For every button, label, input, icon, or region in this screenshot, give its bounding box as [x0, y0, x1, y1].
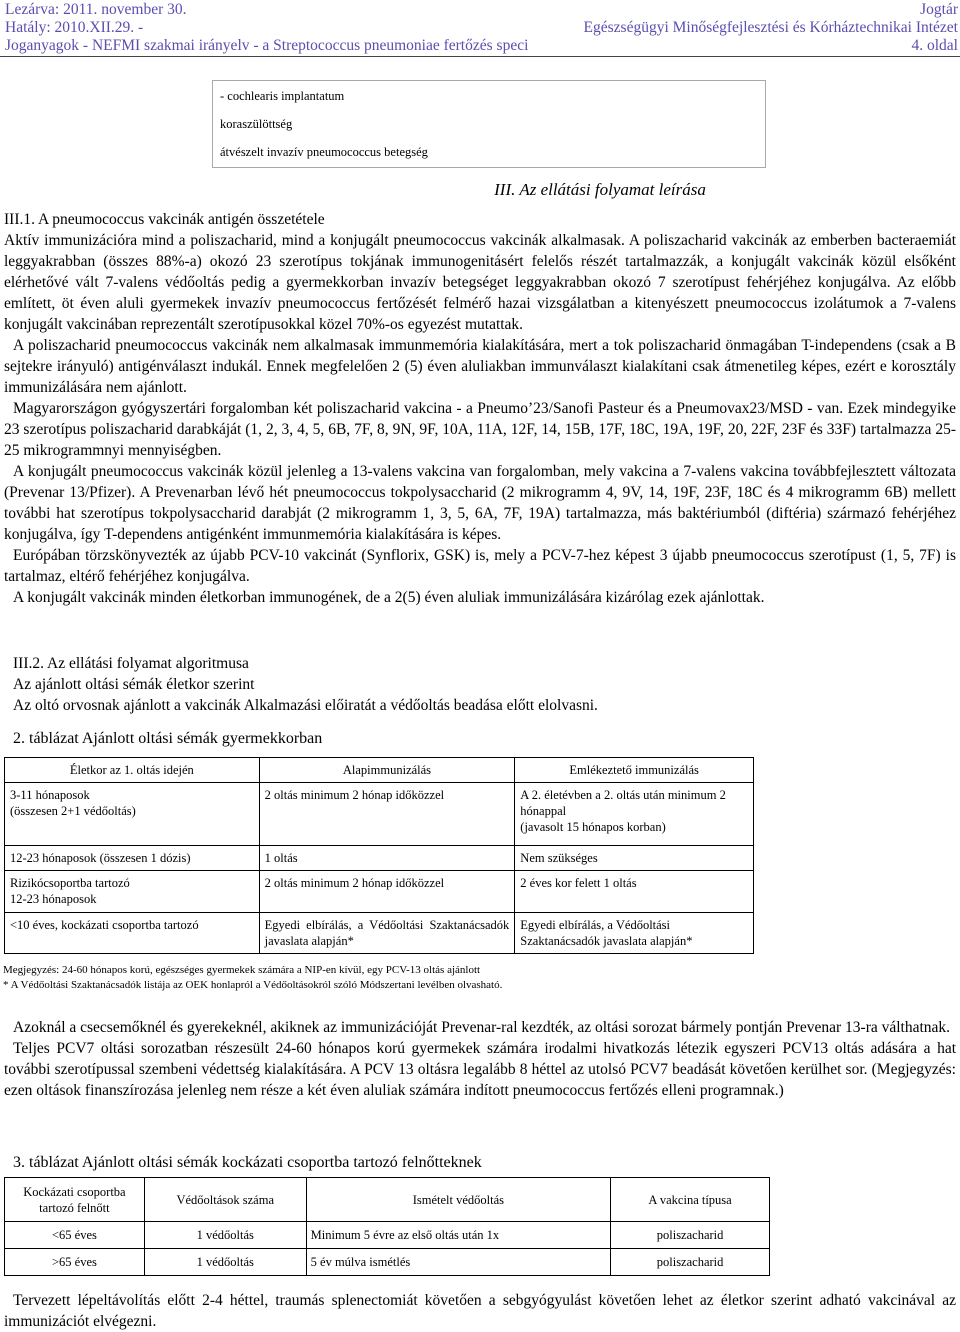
table-cell: 2 oltás minimum 2 hónap időközzel	[259, 783, 515, 846]
column-header: Emlékeztető immunizálás	[515, 758, 754, 783]
section-heading: III. Az ellátási folyamat leírása	[494, 180, 706, 199]
table2-notes	[3, 963, 502, 993]
page-header	[0, 0, 960, 54]
header-divider	[0, 56, 960, 57]
column-header: Alapimmunizálás	[259, 758, 515, 783]
table-cell: poliszacharid	[611, 1249, 770, 1276]
table-cell: 2 éves kor felett 1 oltás	[515, 871, 754, 913]
subsection-subtitle: Az ajánlott oltási sémák életkor szerint	[13, 676, 255, 693]
table-row	[5, 1222, 770, 1249]
table-header-row	[5, 758, 754, 783]
header-institute: Egészségügyi Minőségfejlesztési és Kórháztechnikai Intézet	[583, 19, 958, 36]
table3-caption: 3. táblázat Ajánlott oltási sémák kockázati csoportba tartozó felnőtteknek	[13, 1154, 482, 1171]
middle-paragraphs	[4, 1017, 956, 1101]
table-cell: <65 éves	[5, 1222, 145, 1249]
risk-list-box	[212, 80, 766, 168]
table-row	[5, 846, 754, 871]
table-row	[5, 871, 754, 913]
header-document-title: Joganyagok - NEFMI szakmai irányelv - a Streptococcus pneumoniae fertőzés speci	[5, 37, 529, 54]
table-cell: 1 védőoltás	[144, 1249, 306, 1276]
table-cell: Rizikócsoportba tartozó 12-23 hónaposok	[5, 871, 260, 913]
table-cell: Egyedi elbírálás, a Védőoltási Szaktanácsadók javaslata alapján*	[515, 913, 754, 954]
table-cell: poliszacharid	[611, 1222, 770, 1249]
header-page-number: 4. oldal	[911, 37, 958, 54]
table2-caption: 2. táblázat Ajánlott oltási sémák gyermekkorban	[13, 730, 323, 747]
table-cell: >65 éves	[5, 1249, 145, 1276]
paragraph: Tervezett lépeltávolítás előtt 2-4 héttel, traumás splenectomiát követően a sebgyógyulást követően lehet az életkor szerint adható vakcinával az immunizációt elvégezni.	[4, 1292, 956, 1330]
header-effective-date: Hatály: 2010.XII.29. -	[5, 19, 144, 36]
paragraph: A konjugált pneumococcus vakcinák közül jelenleg a 13-valens vakcina van forgalomban, mely vakcina a 7-valens vakcina továbbfejlesztett változata (Prevenar 13/Pfizer). A Prevenarban lévő hét pneumococcus tokpolysaccharid (2 mikrogramm 4, 9V, 14, 19F, 23F, 18C és 4 mikrogramm 6B) mellett további hat szerotípus tokpolysaccharid darabját (2 mikrogramm 1, 3, 5, 6A, 7F, 19A) tartalmazza, más baktériumból (diftéria) származó fehérjéhez konjugálva, így T-dependens antigénként immunmemória kialakítására is képes.	[4, 463, 956, 543]
column-header: Ismételt védőoltás	[306, 1178, 611, 1222]
column-header: Védőoltások száma	[144, 1178, 306, 1222]
table-row	[5, 783, 754, 846]
table-row	[5, 1249, 770, 1276]
risk-item: koraszülöttség	[220, 117, 293, 131]
subsection-heading: III.2. Az ellátási folyamat algoritmusa	[13, 655, 249, 672]
risk-item: átvészelt invazív pneumococcus betegség	[220, 145, 428, 159]
table-header-row	[5, 1178, 770, 1222]
paragraph: Magyarországon gyógyszertári forgalomban két poliszacharid vakcina - a Pneumo’23/Sanofi Pasteur és a Pneumovax23/MSD - van. Ezek mindegyike 23 szerotípus poliszacharid darabkáját (1, 2, 3, 4, 5, 6B, 7F, 8, 9N, 9F, 10A, 11A, 12F, 14, 15B, 17F, 18C, 19A, 19F, 20, 22F, 23F és 33F) tartalmazza 25-25 mikrogrammnyi mennyiségben.	[4, 400, 956, 459]
paragraph: Európában törzskönyvezték az újabb PCV-10 vakcinát (Synflorix, GSK) is, mely a PCV-7-hez képest 3 újabb pneumococcus szerotípust (1, 5, 7F) is tartalmaz, eltérő fehérjéhez konjugálva.	[4, 547, 956, 585]
subsection-heading: III.1. A pneumococcus vakcinák antigén összetétele	[4, 211, 325, 228]
paragraph: A poliszacharid pneumococcus vakcinák nem alkalmasak immunmemória kialakítására, mert a tok poliszacharid önmagában T-independens (csak a B sejtekre irányuló) antigénválaszt indukál. Ennek megfelelően 2 (5) éven aluliakban immunválaszt kialakítani csak átmenetileg képes, ezért e korosztály immunizálására nem ajánlott.	[4, 337, 956, 396]
section-2	[4, 653, 956, 716]
table-cell: <10 éves, kockázati csoportba tartozó	[5, 913, 260, 954]
paragraph: Aktív immunizációra mind a poliszacharid, mind a konjugált pneumococcus vakcinák alkalmasak. A poliszacharid vakcinák az emberben bacteraemiát leggyakrabban (összes 88%-a) okozó 23 szerotípus tokjának immunogenitásért felelős részét tartalmazzák, a konjugált vakcinák közül elsőként elérhetővé vált 7-valens védőoltás pedig a gyermekkorban invazív betegséget leggyakrabban okozó 7 szerotípust fehérjéhez konjugálva. Az előbb említett, öt éven aluli gyermekek invazív pneumococcus fertőzését felmérő hazai vizsgálatban a kitenyészett pneumococcus izolátumok a 7-valens konjugált vakcinában reprezentált szerotípusokkal közel 70%-os egyezést mutattak.	[4, 232, 956, 333]
table-row	[5, 913, 754, 954]
table-note: * A Védőoltási Szaktanácsadók listája az OEK honlapról a Védőoltásokról szóló Módszertani levélben olvasható.	[3, 979, 503, 991]
paragraph: Azoknál a csecsemőknél és gyerekeknél, akiknek az immunizációját Prevenar-ral kezdték, az oltási sorozat bármely pontján Prevenar 13-ra válthatnak.	[13, 1019, 951, 1036]
paragraph: Az oltó orvosnak ajánlott a vakcinák Alkalmazási előiratát a védőoltás beadása előtt elolvasni.	[13, 697, 598, 714]
table-cell: 3-11 hónaposok (összesen 2+1 védőoltás)	[5, 783, 260, 846]
table-vaccination-children	[4, 757, 754, 954]
table-cell: 12-23 hónaposok (összesen 1 dózis)	[5, 846, 260, 871]
paragraph: Teljes PCV7 oltási sorozatban részesült 24-60 hónapos korú gyermekek számára irodalmi hivatkozás létezik egyszeri PCV13 oltás adására a hat további szerotípussal szembeni védettség kialakítására. A PCV 13 oltásra legalább 8 héttel az utolsó PCV7 beadását követően kerülhet sor. (Megjegyzés: ezen oltások finanszírozása jelenleg nem része a két éven aluliak számára indított pneumococcus fertőzés elleni programnak.)	[4, 1040, 956, 1099]
final-paragraph	[4, 1290, 956, 1332]
table-cell: 2 oltás minimum 2 hónap időközzel	[259, 871, 515, 913]
header-row-3	[5, 37, 958, 54]
column-header: A vakcina típusa	[611, 1178, 770, 1222]
table-cell: Nem szükséges	[515, 846, 754, 871]
risk-item: - cochlearis implantatum	[220, 89, 345, 103]
section-1	[4, 209, 956, 608]
table-note: Megjegyzés: 24-60 hónapos korú, egészséges gyermekek számára a NIP-en kívül, egy PCV-13 oltás ajánlott	[3, 964, 481, 976]
column-header: Életkor az 1. oltás idején	[5, 758, 260, 783]
table-cell: 1 védőoltás	[144, 1222, 306, 1249]
table-cell: Minimum 5 évre az első oltás után 1x	[306, 1222, 611, 1249]
table-cell: 1 oltás	[259, 846, 515, 871]
header-source: Jogtár	[920, 1, 958, 18]
column-header: Kockázati csoportba tartozó felnőtt	[5, 1178, 145, 1222]
header-row-2	[5, 19, 958, 36]
paragraph: A konjugált vakcinák minden életkorban immunogének, de a 2(5) éven aluliak immunizálására kizárólag ezek ajánlottak.	[13, 589, 765, 606]
table-cell: A 2. életévben a 2. oltás után minimum 2 hónappal (javasolt 15 hónapos korban)	[515, 783, 754, 846]
table-cell: Egyedi elbírálás, a Védőoltási Szaktanácsadók javaslata alapján*	[259, 913, 515, 954]
header-closed-date: Lezárva: 2011. november 30.	[5, 1, 187, 18]
header-row-1	[5, 1, 958, 18]
table-cell: 5 év múlva ismétlés	[306, 1249, 611, 1276]
table-vaccination-adults	[4, 1177, 770, 1276]
